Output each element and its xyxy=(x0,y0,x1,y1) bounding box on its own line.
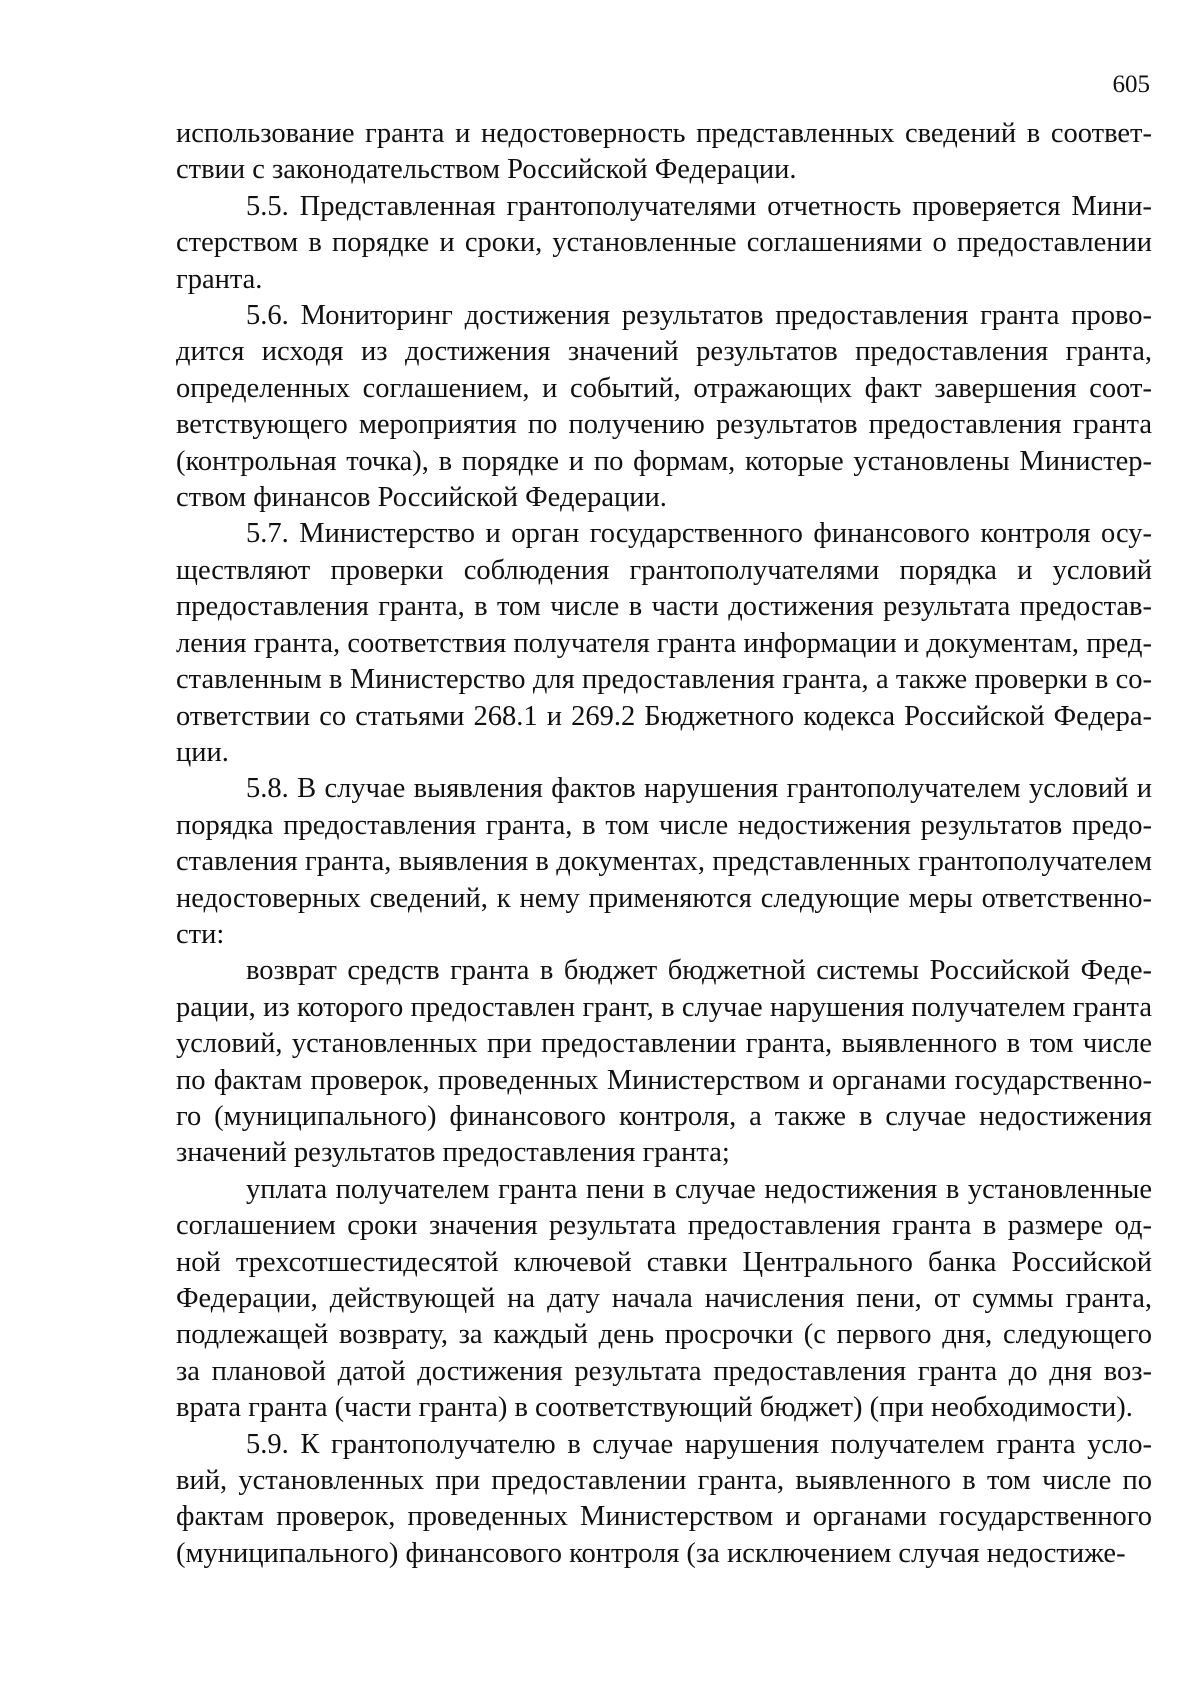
paragraph-p-cont xyxy=(176,116,1152,189)
text-line: недостоверных сведений, к нему применяются следующие меры ответственно- xyxy=(176,882,1152,914)
text-line: подлежащей возврату, за каждый день просрочки (с первого дня, следующего xyxy=(176,1319,1152,1351)
text-line: го (муниципального) финансового контроля, а также в случае недостижения xyxy=(176,1100,1152,1132)
document-body xyxy=(176,116,1152,1572)
text-line: 5.9. К грантополучателю в случае нарушения получателем гранта усло- xyxy=(246,1428,1152,1460)
text-line: вий, установленных при предоставлении гранта, выявленного в том числе по xyxy=(176,1465,1152,1497)
text-line: стерством в порядке и сроки, установленные соглашениями о предоставлении xyxy=(176,227,1152,259)
text-line: значений результатов предоставления гранта; xyxy=(176,1137,730,1169)
text-line: ветствующего мероприятия по получению результатов предоставления гранта xyxy=(176,409,1152,441)
text-line: ществляют проверки соблюдения грантополучателями порядка и условий xyxy=(176,554,1152,586)
page-number: 605 xyxy=(1112,71,1150,98)
text-line: ной трехсотшестидесятой ключевой ставки Центрального банка Российской xyxy=(176,1246,1152,1278)
text-line: (муниципального) финансового контроля (за исключением случая недостиже- xyxy=(176,1537,1126,1569)
text-line: ления гранта, соответствия получателя гранта информации и документам, пред- xyxy=(176,627,1152,659)
text-line: соглашением сроки значения результата предоставления гранта в размере од- xyxy=(176,1210,1152,1242)
text-line: сти: xyxy=(176,918,225,950)
paragraph-p-5-7 xyxy=(176,516,1152,771)
text-line: по фактам проверок, проведенных Министерством и органами государственно- xyxy=(176,1064,1152,1096)
text-line: 5.6. Мониторинг достижения результатов предоставления гранта прово- xyxy=(246,300,1152,332)
text-line: ции. xyxy=(176,736,229,768)
text-line: уплата получателем гранта пени в случае недостижения в установленные xyxy=(246,1173,1152,1205)
text-line: гранта. xyxy=(176,263,263,295)
text-line: ставленным в Министерство для предоставления гранта, а также проверки в со- xyxy=(176,664,1152,696)
paragraph-p-return xyxy=(176,953,1152,1171)
text-line: дится исходя из достижения значений результатов предоставления гранта, xyxy=(176,336,1152,368)
paragraph-p-5-8 xyxy=(176,771,1152,953)
paragraph-p-5-9 xyxy=(176,1427,1152,1573)
text-line: 5.8. В случае выявления фактов нарушения грантополучателем условий и xyxy=(246,773,1152,805)
text-line: фактам проверок, проведенных Министерством и органами государственного xyxy=(176,1501,1152,1533)
text-line: 5.7. Министерство и орган государственного финансового контроля осу- xyxy=(246,518,1152,550)
paragraph-p-5-5 xyxy=(176,189,1152,298)
text-line: порядка предоставления гранта, в том числе недостижения результатов предо- xyxy=(176,809,1152,841)
text-line: 5.5. Представленная грантополучателями отчетность проверяется Мини- xyxy=(246,190,1152,222)
text-line: возврат средств гранта в бюджет бюджетной системы Российской Феде- xyxy=(246,955,1152,987)
text-line: врата гранта (части гранта) в соответствующий бюджет) (при необходимости). xyxy=(176,1392,1133,1424)
text-line: ствии с законодательством Российской Федерации. xyxy=(176,154,797,186)
text-line: предоставления гранта, в том числе в части достижения результата предостав- xyxy=(176,591,1152,623)
text-line: определенных соглашением, и событий, отражающих факт завершения соот- xyxy=(176,372,1152,404)
text-line: рации, из которого предоставлен грант, в случае нарушения получателем гранта xyxy=(176,991,1152,1023)
text-line: за плановой датой достижения результата предоставления гранта до дня воз- xyxy=(176,1355,1152,1387)
paragraph-p-penalty xyxy=(176,1172,1152,1427)
text-line: использование гранта и недостоверность представленных сведений в соответ- xyxy=(176,118,1152,149)
text-line: (контрольная точка), в порядке и по формам, которые установлены Министер- xyxy=(176,445,1152,477)
text-line: ством финансов Российской Федерации. xyxy=(176,482,667,514)
text-line: условий, установленных при предоставлении гранта, выявленного в том числе xyxy=(176,1028,1152,1060)
text-line: ставления гранта, выявления в документах, представленных грантополучателем xyxy=(176,846,1152,878)
text-line: ответствии со статьями 268.1 и 269.2 Бюджетного кодекса Российской Федера- xyxy=(176,700,1152,732)
text-line: Федерации, действующей на дату начала начисления пени, от суммы гранта, xyxy=(176,1283,1152,1314)
paragraph-p-5-6 xyxy=(176,298,1152,516)
